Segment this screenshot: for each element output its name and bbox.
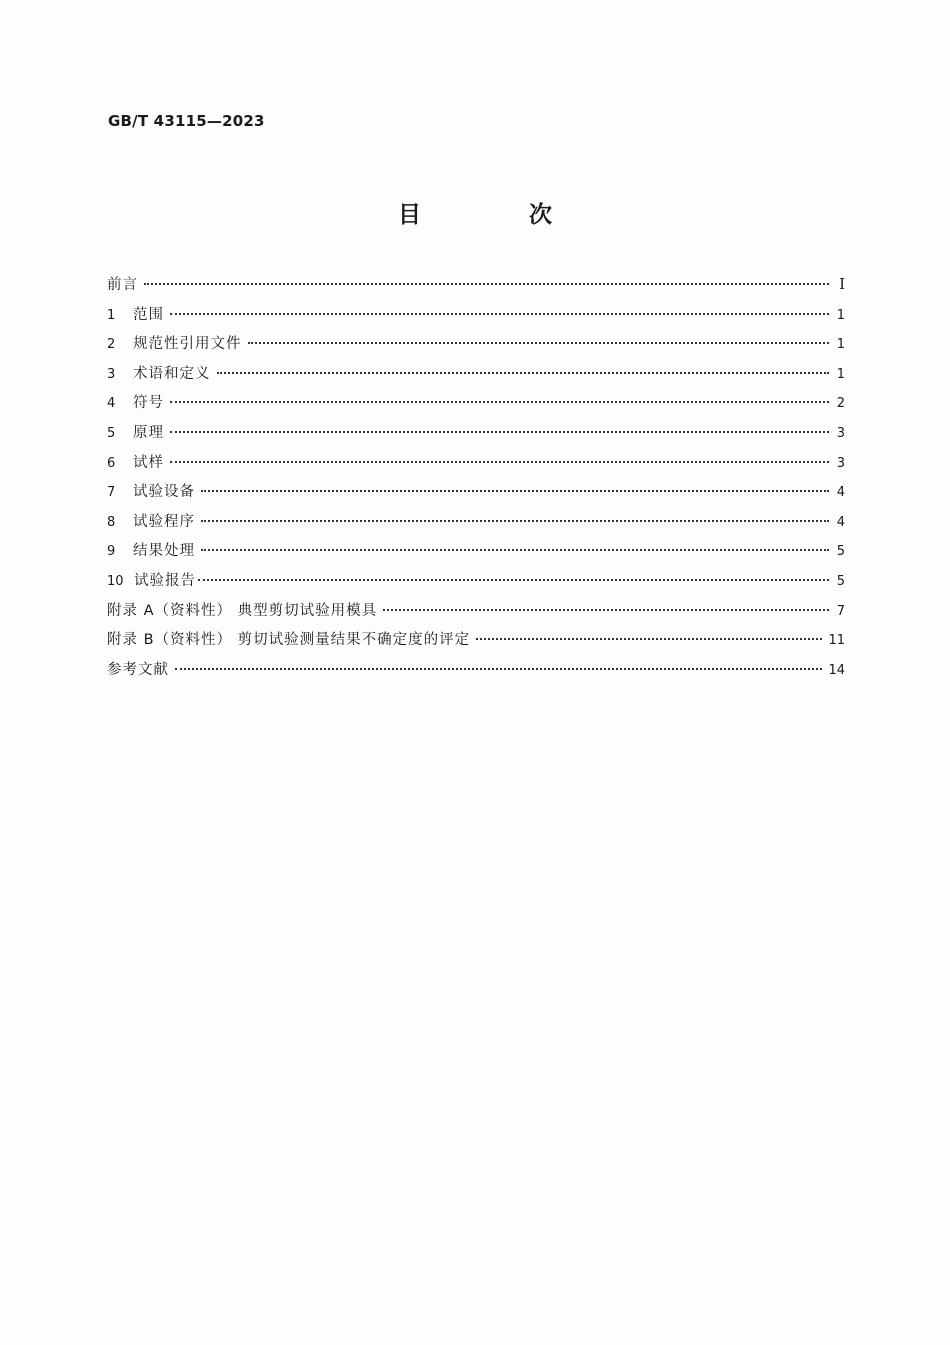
- dot-leader: [201, 490, 829, 492]
- toc-entry[interactable]: [107, 569, 845, 599]
- toc-entry[interactable]: [107, 362, 845, 392]
- toc-entry-page: 3: [836, 425, 845, 441]
- table-of-contents: [107, 273, 845, 687]
- dot-leader: [175, 668, 822, 670]
- toc-entry[interactable]: [107, 599, 845, 629]
- toc-entry-page: 2: [836, 396, 845, 412]
- dot-leader: [170, 313, 829, 315]
- toc-entry[interactable]: [107, 628, 845, 658]
- toc-entry-page: 1: [836, 337, 845, 353]
- toc-entry[interactable]: [107, 480, 845, 510]
- dot-leader: [170, 431, 829, 433]
- toc-entry[interactable]: [107, 391, 845, 421]
- toc-entry-number: 4: [107, 396, 116, 412]
- toc-entry-page: 1: [836, 366, 845, 382]
- standard-code: GB/T 43115—2023: [108, 112, 265, 130]
- toc-entry[interactable]: [107, 658, 845, 688]
- dot-leader: [170, 461, 829, 463]
- dot-leader: [201, 549, 829, 551]
- toc-entry[interactable]: [107, 421, 845, 451]
- toc-entry-number: 9: [107, 544, 116, 560]
- toc-entry-page: 11: [828, 633, 845, 649]
- toc-entry-page: 1: [836, 307, 845, 323]
- toc-entry-label: 原理: [133, 424, 164, 441]
- dot-leader: [170, 401, 829, 403]
- toc-entry-label: 结果处理: [133, 543, 195, 560]
- toc-entry-label: 范围: [133, 306, 164, 323]
- toc-entry-label: 参考文献: [107, 661, 169, 678]
- dot-leader: [383, 609, 829, 611]
- dot-leader: [248, 342, 830, 344]
- toc-entry-number: 3: [107, 366, 116, 382]
- toc-entry-page: I: [839, 275, 845, 293]
- toc-entry[interactable]: [107, 539, 845, 569]
- toc-entry-label: 术语和定义: [133, 365, 211, 382]
- toc-entry-label: 符号: [133, 395, 164, 412]
- toc-entry-page: 4: [836, 514, 845, 530]
- toc-title: 目 次: [397, 202, 602, 228]
- toc-entry-label: 规范性引用文件: [133, 336, 242, 353]
- toc-entry-label: 试验设备: [133, 484, 195, 501]
- toc-entry[interactable]: [107, 273, 845, 303]
- toc-entry-label: 试验程序: [133, 513, 195, 530]
- toc-entry-label: 试验报告: [134, 572, 196, 589]
- toc-entry-page: 5: [836, 573, 845, 589]
- toc-entry-number: 1: [107, 307, 116, 323]
- toc-entry[interactable]: [107, 332, 845, 362]
- toc-entry[interactable]: [107, 451, 845, 481]
- toc-entry-page: 14: [828, 662, 845, 678]
- toc-entry-number: 10: [107, 573, 124, 589]
- toc-entry[interactable]: [107, 303, 845, 333]
- toc-entry-number: 5: [107, 425, 116, 441]
- toc-entry-number: 6: [107, 455, 116, 471]
- toc-entry-number: 7: [107, 485, 116, 501]
- dot-leader: [476, 638, 822, 640]
- toc-entry-page: 5: [836, 544, 845, 560]
- dot-leader: [144, 283, 829, 285]
- toc-entry-label: 试样: [133, 454, 164, 471]
- toc-entry-page: 7: [836, 603, 845, 619]
- dot-leader: [201, 520, 829, 522]
- toc-entry-page: 3: [836, 455, 845, 471]
- toc-entry-label: 附录 B（资料性） 剪切试验测量结果不确定度的评定: [107, 632, 471, 649]
- toc-entry-page: 4: [836, 485, 845, 501]
- toc-entry[interactable]: [107, 510, 845, 540]
- dot-leader: [198, 579, 829, 581]
- toc-entry-number: 8: [107, 514, 116, 530]
- dot-leader: [217, 372, 830, 374]
- toc-entry-number: 2: [107, 337, 116, 353]
- toc-entry-label: 前言: [107, 277, 138, 293]
- toc-entry-label: 附录 A（资料性） 典型剪切试验用模具: [107, 602, 378, 619]
